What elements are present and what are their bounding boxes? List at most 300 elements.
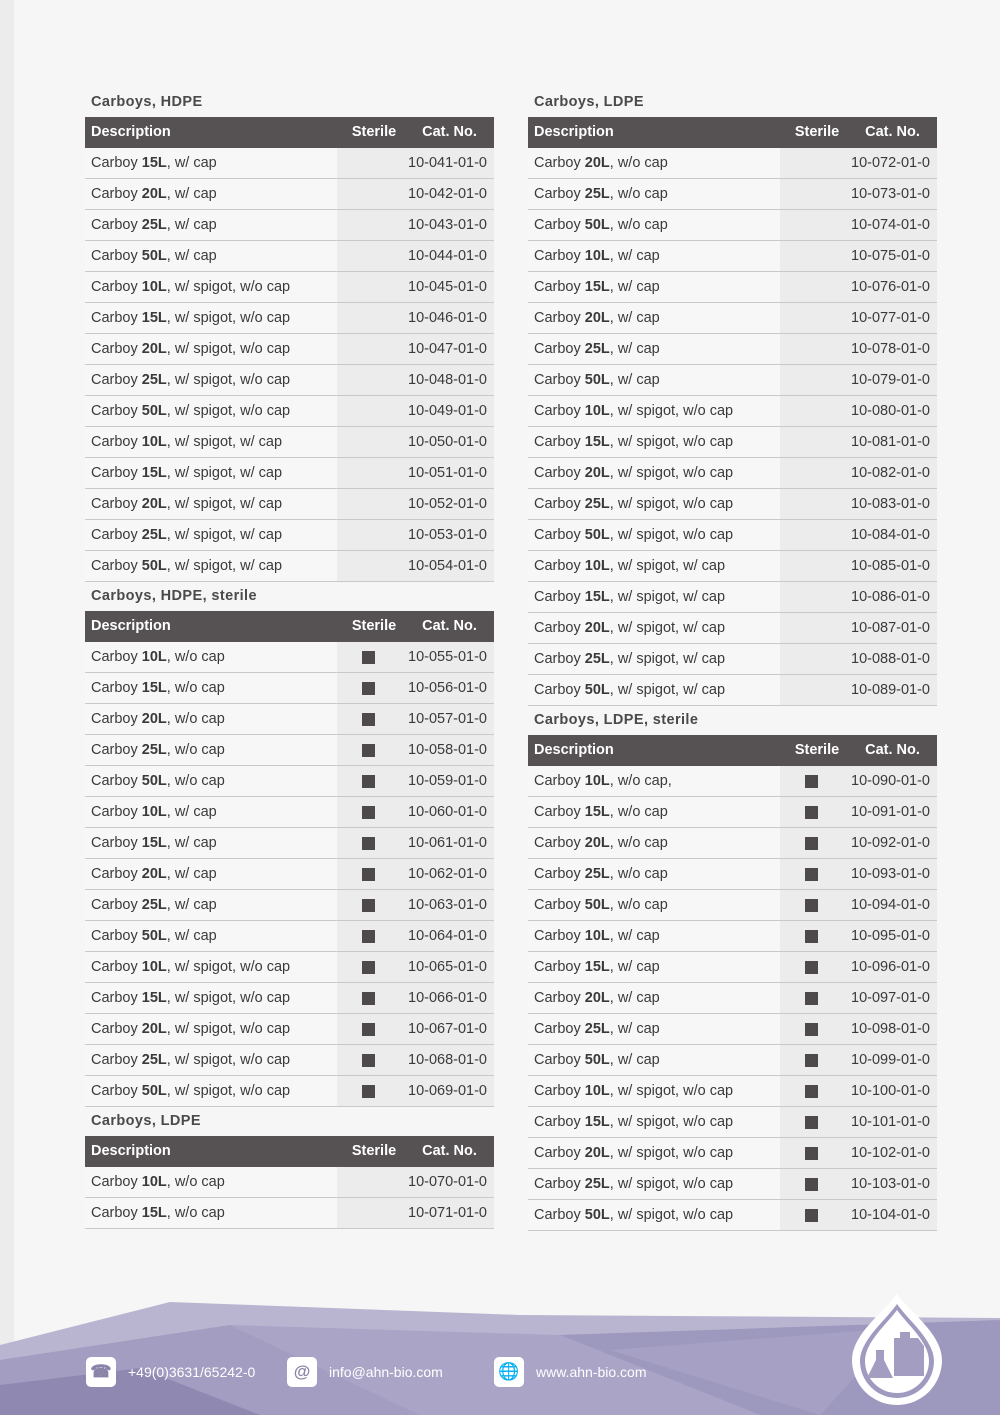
volume: 50L <box>141 403 167 419</box>
table-row <box>85 520 494 551</box>
row-description <box>85 520 337 550</box>
description-prefix: Carboy <box>91 866 142 882</box>
row-sterile <box>337 921 399 951</box>
description-suffix: , w/o cap <box>609 835 668 851</box>
description-suffix: , w/ cap <box>609 959 660 975</box>
row-cat-no: 10-061-01-0 <box>399 828 494 858</box>
section-title: Carboys, LDPE <box>534 94 644 110</box>
header-cat-no: Cat. No. <box>865 124 920 140</box>
sterile-marker-icon <box>805 806 818 819</box>
table-row <box>85 983 494 1014</box>
description-suffix: , w/ cap <box>166 248 217 264</box>
description-suffix: , w/ cap <box>166 897 217 913</box>
table-row <box>528 334 937 365</box>
description-suffix: , w/ spigot, w/ cap <box>609 620 726 636</box>
row-sterile <box>337 458 399 488</box>
row-description <box>528 1014 780 1044</box>
row-cat-no: 10-103-01-0 <box>842 1169 937 1199</box>
row-cat-no: 10-069-01-0 <box>399 1076 494 1106</box>
row-description <box>85 272 337 302</box>
description-prefix: Carboy <box>91 558 142 574</box>
description-prefix: Carboy <box>534 496 585 512</box>
volume: 20L <box>584 990 610 1006</box>
left-column <box>85 88 494 1229</box>
description-prefix: Carboy <box>91 1083 142 1099</box>
description-prefix: Carboy <box>91 1205 142 1221</box>
volume: 50L <box>141 928 167 944</box>
row-cat-no: 10-053-01-0 <box>399 520 494 550</box>
volume: 15L <box>584 589 610 605</box>
row-sterile <box>780 396 842 426</box>
row-description <box>528 952 780 982</box>
row-sterile <box>780 520 842 550</box>
row-sterile <box>337 1198 399 1228</box>
row-sterile <box>337 148 399 178</box>
row-description <box>85 303 337 333</box>
description-prefix: Carboy <box>534 434 585 450</box>
volume: 50L <box>141 773 167 789</box>
row-sterile <box>780 1169 842 1199</box>
volume: 25L <box>584 496 610 512</box>
table-row <box>528 1076 937 1107</box>
row-description <box>528 396 780 426</box>
description-suffix: , w/o cap <box>609 897 668 913</box>
row-cat-no: 10-090-01-0 <box>842 766 937 796</box>
row-description <box>85 828 337 858</box>
volume: 10L <box>584 403 610 419</box>
volume: 20L <box>141 1021 167 1037</box>
volume: 20L <box>584 465 610 481</box>
description-prefix: Carboy <box>91 1052 142 1068</box>
row-sterile <box>337 272 399 302</box>
table-row <box>85 241 494 272</box>
row-description <box>85 735 337 765</box>
description-suffix: , w/ spigot, w/o cap <box>609 1145 734 1161</box>
description-suffix: , w/o cap <box>609 217 668 233</box>
row-description <box>528 921 780 951</box>
sterile-marker-icon <box>362 899 375 912</box>
sterile-marker-icon <box>362 1023 375 1036</box>
description-suffix: , w/o cap <box>166 711 225 727</box>
row-cat-no: 10-044-01-0 <box>399 241 494 271</box>
row-cat-no: 10-049-01-0 <box>399 396 494 426</box>
row-description <box>528 489 780 519</box>
phone-text: +49(0)3631/65242-0 <box>128 1364 256 1380</box>
volume: 25L <box>141 742 167 758</box>
description-prefix: Carboy <box>534 186 585 202</box>
sterile-marker-icon <box>362 992 375 1005</box>
description-suffix: , w/ cap <box>166 835 217 851</box>
row-sterile <box>780 952 842 982</box>
description-suffix: , w/ cap <box>609 248 660 264</box>
row-description <box>85 1076 337 1106</box>
description-suffix: , w/ cap <box>609 1021 660 1037</box>
row-description <box>85 983 337 1013</box>
table-header <box>85 611 494 642</box>
description-prefix: Carboy <box>91 959 142 975</box>
volume: 50L <box>584 1207 610 1223</box>
table-row <box>528 520 937 551</box>
table-row <box>528 1169 937 1200</box>
volume: 15L <box>141 990 167 1006</box>
header-description: Description <box>91 1143 171 1159</box>
table-row <box>85 1198 494 1229</box>
description-prefix: Carboy <box>91 773 142 789</box>
sterile-marker-icon <box>362 713 375 726</box>
row-cat-no: 10-073-01-0 <box>842 179 937 209</box>
volume: 20L <box>141 866 167 882</box>
description-prefix: Carboy <box>91 248 142 264</box>
row-sterile <box>780 148 842 178</box>
row-cat-no: 10-082-01-0 <box>842 458 937 488</box>
row-cat-no: 10-079-01-0 <box>842 365 937 395</box>
volume: 20L <box>584 835 610 851</box>
row-description <box>85 551 337 581</box>
table-row <box>85 365 494 396</box>
description-suffix: , w/ cap <box>166 804 217 820</box>
volume: 50L <box>584 372 610 388</box>
table-row <box>85 704 494 735</box>
contact-web[interactable] <box>494 1356 647 1388</box>
table-row <box>528 1200 937 1231</box>
sterile-marker-icon <box>805 1085 818 1098</box>
row-sterile <box>337 365 399 395</box>
row-description <box>528 1076 780 1106</box>
description-prefix: Carboy <box>534 835 585 851</box>
volume: 15L <box>141 835 167 851</box>
header-cat-no: Cat. No. <box>422 1143 477 1159</box>
row-description <box>528 582 780 612</box>
description-suffix: , w/ spigot, w/o cap <box>609 403 734 419</box>
row-cat-no: 10-087-01-0 <box>842 613 937 643</box>
table-row <box>528 613 937 644</box>
row-cat-no: 10-093-01-0 <box>842 859 937 889</box>
description-prefix: Carboy <box>534 341 585 357</box>
description-prefix: Carboy <box>534 372 585 388</box>
section-title: Carboys, LDPE, sterile <box>534 712 699 728</box>
row-cat-no: 10-046-01-0 <box>399 303 494 333</box>
description-prefix: Carboy <box>91 403 142 419</box>
volume: 25L <box>141 1052 167 1068</box>
row-cat-no: 10-075-01-0 <box>842 241 937 271</box>
row-sterile <box>337 179 399 209</box>
volume: 20L <box>584 310 610 326</box>
description-suffix: , w/ spigot, w/o cap <box>609 465 734 481</box>
table-row <box>528 210 937 241</box>
row-sterile <box>780 427 842 457</box>
description-prefix: Carboy <box>91 649 142 665</box>
description-prefix: Carboy <box>91 990 142 1006</box>
row-description <box>528 427 780 457</box>
volume: 25L <box>584 186 610 202</box>
row-sterile <box>780 210 842 240</box>
row-sterile <box>780 241 842 271</box>
sterile-marker-icon <box>362 930 375 943</box>
description-suffix: , w/ spigot, w/o cap <box>609 527 734 543</box>
header-description: Description <box>91 124 171 140</box>
row-description <box>85 890 337 920</box>
volume: 20L <box>584 1145 610 1161</box>
header-cat-no: Cat. No. <box>865 742 920 758</box>
table-row <box>85 210 494 241</box>
description-prefix: Carboy <box>91 217 142 233</box>
sterile-marker-icon <box>805 1116 818 1129</box>
row-description <box>85 458 337 488</box>
table-row <box>85 303 494 334</box>
description-suffix: , w/ spigot, w/o cap <box>166 403 291 419</box>
row-sterile <box>780 644 842 674</box>
description-suffix: , w/ spigot, w/o cap <box>166 372 291 388</box>
description-prefix: Carboy <box>534 1145 585 1161</box>
description-suffix: , w/o cap <box>609 804 668 820</box>
right-column <box>528 88 937 1231</box>
row-description <box>85 210 337 240</box>
row-description <box>85 334 337 364</box>
volume: 15L <box>584 1114 610 1130</box>
row-description <box>85 1014 337 1044</box>
description-prefix: Carboy <box>91 711 142 727</box>
row-cat-no: 10-052-01-0 <box>399 489 494 519</box>
volume: 25L <box>584 651 610 667</box>
table-row <box>528 148 937 179</box>
row-sterile <box>337 797 399 827</box>
description-prefix: Carboy <box>534 1176 585 1192</box>
sterile-marker-icon <box>805 961 818 974</box>
description-suffix: , w/o cap <box>166 680 225 696</box>
row-cat-no: 10-063-01-0 <box>399 890 494 920</box>
row-sterile <box>780 365 842 395</box>
page-edge-strip <box>0 0 14 1415</box>
row-sterile <box>780 890 842 920</box>
description-prefix: Carboy <box>534 403 585 419</box>
description-prefix: Carboy <box>91 527 142 543</box>
row-sterile <box>337 427 399 457</box>
row-description <box>85 365 337 395</box>
description-prefix: Carboy <box>534 682 585 698</box>
description-suffix: , w/ spigot, w/ cap <box>609 558 726 574</box>
description-prefix: Carboy <box>534 558 585 574</box>
description-suffix: , w/ spigot, w/o cap <box>166 279 291 295</box>
row-cat-no: 10-050-01-0 <box>399 427 494 457</box>
volume: 50L <box>141 248 167 264</box>
volume: 10L <box>141 804 167 820</box>
description-prefix: Carboy <box>91 372 142 388</box>
sterile-marker-icon <box>805 837 818 850</box>
volume: 10L <box>141 1174 167 1190</box>
table-header <box>85 1136 494 1167</box>
description-prefix: Carboy <box>534 1021 585 1037</box>
description-prefix: Carboy <box>534 651 585 667</box>
description-prefix: Carboy <box>91 279 142 295</box>
sterile-marker-icon <box>805 1209 818 1222</box>
row-description <box>528 1200 780 1230</box>
description-suffix: , w/o cap <box>166 773 225 789</box>
description-prefix: Carboy <box>534 465 585 481</box>
row-description <box>85 241 337 271</box>
row-sterile <box>780 303 842 333</box>
description-suffix: , w/ cap <box>609 928 660 944</box>
sterile-marker-icon <box>362 682 375 695</box>
table-row <box>528 551 937 582</box>
table-row <box>528 1138 937 1169</box>
row-description <box>85 1045 337 1075</box>
description-prefix: Carboy <box>534 310 585 326</box>
description-prefix: Carboy <box>534 1083 585 1099</box>
row-cat-no: 10-048-01-0 <box>399 365 494 395</box>
row-description <box>85 952 337 982</box>
table-row <box>85 489 494 520</box>
volume: 10L <box>584 1083 610 1099</box>
row-description <box>528 1107 780 1137</box>
description-prefix: Carboy <box>534 804 585 820</box>
row-sterile <box>780 489 842 519</box>
volume: 15L <box>141 155 167 171</box>
header-sterile: Sterile <box>794 742 840 758</box>
row-sterile <box>780 1076 842 1106</box>
description-prefix: Carboy <box>91 496 142 512</box>
row-description <box>85 704 337 734</box>
description-prefix: Carboy <box>534 1114 585 1130</box>
row-sterile <box>780 983 842 1013</box>
table-row <box>85 921 494 952</box>
row-description <box>528 828 780 858</box>
email-text: info@ahn-bio.com <box>329 1364 443 1380</box>
row-cat-no: 10-041-01-0 <box>399 148 494 178</box>
volume: 10L <box>141 959 167 975</box>
row-cat-no: 10-065-01-0 <box>399 952 494 982</box>
table-row <box>85 766 494 797</box>
table-row <box>528 1107 937 1138</box>
row-cat-no: 10-047-01-0 <box>399 334 494 364</box>
row-sterile <box>780 921 842 951</box>
description-prefix: Carboy <box>91 341 142 357</box>
row-sterile <box>337 551 399 581</box>
description-prefix: Carboy <box>534 1052 585 1068</box>
sterile-marker-icon <box>362 651 375 664</box>
row-description <box>528 1138 780 1168</box>
row-cat-no: 10-076-01-0 <box>842 272 937 302</box>
description-suffix: , w/ spigot, w/ cap <box>166 496 283 512</box>
row-description <box>85 642 337 672</box>
row-description <box>528 983 780 1013</box>
description-suffix: , w/ cap <box>609 279 660 295</box>
row-description <box>528 241 780 271</box>
row-sterile <box>780 334 842 364</box>
sterile-marker-icon <box>362 775 375 788</box>
row-description <box>528 303 780 333</box>
row-description <box>528 551 780 581</box>
description-prefix: Carboy <box>534 897 585 913</box>
description-prefix: Carboy <box>534 928 585 944</box>
description-suffix: , w/o cap <box>166 1174 225 1190</box>
table-row <box>85 828 494 859</box>
table-row <box>528 983 937 1014</box>
header-sterile: Sterile <box>794 124 840 140</box>
row-description <box>528 613 780 643</box>
row-cat-no: 10-060-01-0 <box>399 797 494 827</box>
volume: 25L <box>584 866 610 882</box>
table-row <box>528 396 937 427</box>
description-suffix: , w/ spigot, w/ cap <box>166 434 283 450</box>
contact-email[interactable] <box>287 1356 443 1388</box>
volume: 15L <box>141 680 167 696</box>
row-cat-no: 10-055-01-0 <box>399 642 494 672</box>
description-suffix: , w/ spigot, w/o cap <box>609 1114 734 1130</box>
header-description: Description <box>534 124 614 140</box>
row-description <box>85 1198 337 1228</box>
description-suffix: , w/ spigot, w/o cap <box>166 959 291 975</box>
sterile-marker-icon <box>805 868 818 881</box>
section-title: Carboys, HDPE, sterile <box>91 588 257 604</box>
globe-icon: 🌐 <box>494 1357 524 1387</box>
row-description <box>85 797 337 827</box>
row-sterile <box>337 1076 399 1106</box>
table-row <box>528 582 937 613</box>
header-description: Description <box>91 618 171 634</box>
description-suffix: , w/ cap <box>166 866 217 882</box>
sterile-marker-icon <box>362 1085 375 1098</box>
description-suffix: , w/o cap <box>609 186 668 202</box>
row-cat-no: 10-083-01-0 <box>842 489 937 519</box>
row-sterile <box>337 520 399 550</box>
table-row <box>528 303 937 334</box>
sterile-marker-icon <box>805 930 818 943</box>
volume: 25L <box>141 372 167 388</box>
row-description <box>528 675 780 705</box>
row-sterile <box>337 704 399 734</box>
sterile-marker-icon <box>362 806 375 819</box>
description-prefix: Carboy <box>91 1021 142 1037</box>
description-suffix: , w/ cap <box>166 186 217 202</box>
row-description <box>528 859 780 889</box>
row-sterile <box>337 983 399 1013</box>
description-suffix: , w/ spigot, w/o cap <box>166 1021 291 1037</box>
row-description <box>528 210 780 240</box>
description-suffix: , w/ spigot, w/o cap <box>609 1083 734 1099</box>
description-prefix: Carboy <box>534 248 585 264</box>
volume: 15L <box>141 1205 167 1221</box>
row-description <box>85 673 337 703</box>
row-cat-no: 10-057-01-0 <box>399 704 494 734</box>
description-prefix: Carboy <box>91 897 142 913</box>
header-cat-no: Cat. No. <box>422 124 477 140</box>
row-cat-no: 10-078-01-0 <box>842 334 937 364</box>
description-suffix: , w/ spigot, w/o cap <box>166 1052 291 1068</box>
description-prefix: Carboy <box>91 742 142 758</box>
row-cat-no: 10-045-01-0 <box>399 272 494 302</box>
row-sterile <box>780 551 842 581</box>
row-description <box>528 644 780 674</box>
row-description <box>528 148 780 178</box>
row-description <box>85 396 337 426</box>
sterile-marker-icon <box>805 775 818 788</box>
description-suffix: , w/ spigot, w/o cap <box>166 341 291 357</box>
table-header <box>85 117 494 148</box>
row-description <box>528 520 780 550</box>
row-cat-no: 10-096-01-0 <box>842 952 937 982</box>
table-row <box>528 952 937 983</box>
row-description <box>85 921 337 951</box>
volume: 25L <box>141 217 167 233</box>
row-cat-no: 10-064-01-0 <box>399 921 494 951</box>
row-cat-no: 10-062-01-0 <box>399 859 494 889</box>
table-row <box>85 890 494 921</box>
contact-phone[interactable] <box>86 1356 255 1388</box>
sterile-marker-icon <box>805 1054 818 1067</box>
description-prefix: Carboy <box>534 155 585 171</box>
description-suffix: , w/ cap <box>609 310 660 326</box>
description-prefix: Carboy <box>534 1207 585 1223</box>
